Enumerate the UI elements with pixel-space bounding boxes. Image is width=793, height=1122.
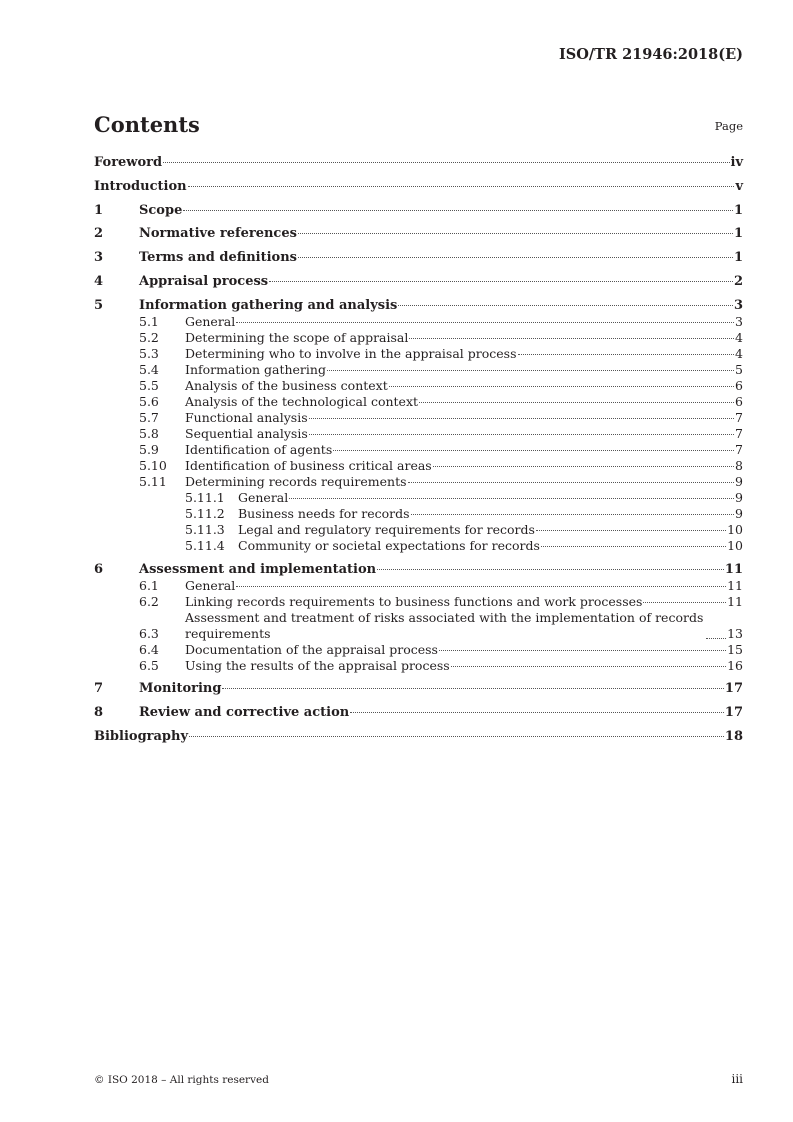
toc-entry-title[interactable]: Normative references [139, 226, 297, 242]
toc-entry[interactable] [94, 729, 743, 745]
toc-entry-number: 6.3 [139, 625, 159, 641]
dot-leader [419, 402, 734, 403]
dot-leader [643, 602, 726, 603]
document-id: ISO/TR 21946:2018(E) [559, 46, 743, 63]
dot-leader [439, 650, 726, 651]
toc-entry-title[interactable]: Functional analysis [185, 409, 308, 425]
dot-leader [236, 586, 726, 587]
toc-entry-title[interactable]: Information gathering [185, 361, 326, 377]
toc-entry[interactable] [94, 578, 743, 594]
toc-entry-number: 5.2 [139, 329, 159, 345]
dot-leader [518, 354, 735, 355]
toc-entry-page: 11 [724, 561, 743, 577]
toc-entry-number: 8 [94, 705, 104, 721]
dot-leader [706, 638, 726, 639]
toc-entry-title[interactable]: Identification of business critical areas [185, 457, 432, 473]
toc-entry-title[interactable]: Determining who to involve in the appraisal process [185, 345, 517, 361]
dot-leader [411, 514, 735, 515]
dot-leader [541, 546, 726, 547]
toc-entry-title[interactable]: General [185, 577, 236, 593]
toc-entry-page: 4 [735, 329, 743, 345]
toc-entry-page: 15 [727, 641, 743, 657]
toc-entry[interactable] [94, 274, 743, 290]
toc-entry-title[interactable]: Appraisal process [139, 273, 269, 289]
dot-leader [163, 162, 729, 163]
toc-entry[interactable] [94, 458, 743, 474]
dot-leader [389, 386, 734, 387]
toc-entry-title[interactable]: Scope [139, 202, 183, 218]
dot-leader [309, 434, 734, 435]
toc-entry[interactable] [94, 562, 743, 578]
dot-leader [189, 736, 724, 737]
toc-entry[interactable] [94, 594, 743, 610]
page-number: iii [731, 1072, 743, 1086]
toc-entry-title[interactable]: Review and corrective action [139, 705, 350, 721]
dot-leader [222, 688, 723, 689]
toc-entry[interactable] [94, 314, 743, 330]
toc-entry-title[interactable]: Sequential analysis [185, 425, 308, 441]
copyright-notice: © ISO 2018 – All rights reserved [94, 1074, 269, 1086]
dot-leader [333, 450, 734, 451]
toc-entry[interactable] [94, 642, 743, 658]
toc-entry-title[interactable]: Identification of agents [185, 441, 333, 457]
toc-entry-number: 1 [94, 202, 104, 218]
toc-entry-title[interactable]: Determining the scope of appraisal [185, 329, 409, 345]
dot-leader [188, 186, 735, 187]
toc-entry-number: 5.11.4 [185, 537, 225, 553]
toc-entry-title[interactable]: General [185, 313, 236, 329]
toc-entry-page: 8 [735, 457, 743, 473]
dot-leader [327, 370, 734, 371]
toc-entry[interactable] [94, 250, 743, 266]
toc-entry-title[interactable]: Business needs for records [238, 505, 410, 521]
toc-entry-number: 6.2 [139, 593, 159, 609]
toc-entry-number: 6.1 [139, 577, 159, 593]
toc-entry-number: 5.8 [139, 425, 159, 441]
toc-entry-title[interactable]: Community or societal expectations for records [238, 537, 540, 553]
toc-entry[interactable] [94, 378, 743, 394]
toc-entry-number: 7 [94, 681, 104, 697]
toc-entry-page: 4 [735, 345, 743, 361]
dot-leader [408, 482, 735, 483]
toc-entry-page: 10 [727, 537, 743, 553]
toc-entry-number: 2 [94, 226, 104, 242]
toc-entry-page: 6 [735, 377, 743, 393]
dot-leader [350, 712, 724, 713]
dot-leader [398, 305, 733, 306]
toc-entry-title[interactable]: Monitoring [139, 681, 222, 697]
toc-entry-page: 17 [724, 705, 743, 721]
toc-entry[interactable] [94, 474, 743, 490]
toc-entry[interactable] [94, 155, 743, 171]
toc-entry[interactable] [94, 362, 743, 378]
toc-entry[interactable] [94, 298, 743, 314]
toc-entry[interactable] [94, 658, 743, 674]
toc-entry[interactable] [94, 522, 743, 538]
toc-entry-number: 5.10 [139, 457, 167, 473]
toc-entry-page: 1 [733, 202, 743, 218]
toc-entry-page: 6 [735, 393, 743, 409]
toc-entry-page: 7 [735, 441, 743, 457]
dot-leader [298, 257, 733, 258]
toc-entry-number: 5.11.2 [185, 505, 225, 521]
toc-entry-title[interactable]: Linking records requirements to business functions and work processes [185, 593, 643, 609]
toc-entry-number: 6.5 [139, 657, 159, 673]
toc-entry-page: 7 [735, 409, 743, 425]
toc-entry[interactable] [94, 506, 743, 522]
toc-entry-title[interactable]: Assessment and implementation [139, 561, 377, 577]
toc-entry[interactable] [94, 610, 743, 642]
dot-leader [183, 210, 733, 211]
dot-leader [377, 569, 724, 570]
toc-entry-title[interactable]: Bibliography [94, 728, 189, 744]
toc-entry-page: v [735, 178, 743, 194]
toc-entry-number: 5.11.1 [185, 489, 225, 505]
toc-entry-number: 5.11.3 [185, 521, 225, 537]
toc-entry[interactable] [94, 442, 743, 458]
toc-entry-title[interactable]: Determining records requirements [185, 473, 407, 489]
toc-entry-number: 5.6 [139, 393, 159, 409]
toc-entry[interactable] [94, 410, 743, 426]
toc-entry-page: 5 [735, 361, 743, 377]
toc-entry[interactable] [94, 426, 743, 442]
page-column-label: Page [714, 119, 743, 133]
toc-entry-page: 9 [735, 505, 743, 521]
toc-entry-page: 7 [735, 425, 743, 441]
toc-entry[interactable] [94, 681, 743, 697]
toc-entry-page: 1 [733, 250, 743, 266]
toc-entry[interactable] [94, 330, 743, 346]
toc-entry-number: 4 [94, 273, 104, 289]
toc-entry-title[interactable]: Analysis of the technological context [185, 393, 419, 409]
toc-entry-title[interactable]: Analysis of the business context [185, 377, 388, 393]
toc-entry-page: 1 [733, 226, 743, 242]
toc-entry-page: 17 [724, 681, 743, 697]
dot-leader [289, 498, 734, 499]
toc-entry-title[interactable]: Information gathering and analysis [139, 297, 398, 313]
toc-entry[interactable] [94, 203, 743, 219]
toc-entry-page: 2 [733, 273, 743, 289]
toc-entry-page: 11 [727, 593, 743, 609]
page-title: Contents [94, 112, 200, 137]
toc-entry-number: 5.1 [139, 313, 159, 329]
toc-entry-title[interactable]: Legal and regulatory requirements for records [238, 521, 535, 537]
dot-leader [269, 281, 733, 282]
toc-entry-page: 10 [727, 521, 743, 537]
toc-entry-title[interactable]: Foreword [94, 155, 163, 170]
toc-entry-number: 5 [94, 297, 104, 313]
toc-entry-number: 5.4 [139, 361, 159, 377]
toc-entry-number: 5.3 [139, 345, 159, 361]
dot-leader [309, 418, 734, 419]
toc-entry-number: 5.11 [139, 473, 167, 489]
toc-entry-page: 11 [727, 577, 743, 593]
toc-entry-title[interactable]: Assessment and treatment of risks associated with the implementation of records requirements [185, 609, 704, 641]
toc-entry-number: 5.7 [139, 409, 159, 425]
dot-leader [236, 322, 734, 323]
toc-entry-number: 5.9 [139, 441, 159, 457]
toc-entry-number: 6 [94, 561, 104, 577]
table-of-contents [94, 155, 743, 745]
toc-entry-title[interactable]: General [238, 489, 289, 505]
toc-entry[interactable] [94, 490, 743, 506]
toc-entry-page: 13 [727, 625, 743, 641]
toc-entry-page: 18 [724, 728, 743, 744]
toc-entry[interactable] [94, 394, 743, 410]
toc-entry[interactable] [94, 538, 743, 554]
toc-entry-number: 6.4 [139, 641, 159, 657]
toc-entry[interactable] [94, 226, 743, 242]
toc-entry-number: 5.5 [139, 377, 159, 393]
toc-entry-page: 16 [727, 657, 743, 673]
toc-entry-page: 3 [735, 313, 743, 329]
dot-leader [298, 233, 733, 234]
contents-heading-row [94, 112, 743, 138]
toc-entry-page: 9 [735, 473, 743, 489]
dot-leader [451, 666, 726, 667]
toc-entry-number: 3 [94, 250, 104, 266]
dot-leader [433, 466, 734, 467]
dot-leader [536, 530, 726, 531]
dot-leader [409, 338, 734, 339]
toc-entry-title[interactable]: Using the results of the appraisal process [185, 657, 450, 673]
toc-entry-title[interactable]: Documentation of the appraisal process [185, 641, 438, 657]
toc-entry[interactable] [94, 346, 743, 362]
toc-entry-title[interactable]: Introduction [94, 178, 187, 194]
toc-entry-page: iv [730, 155, 743, 170]
toc-entry[interactable] [94, 179, 743, 195]
toc-entry-title[interactable]: Terms and definitions [139, 250, 297, 266]
toc-entry-page: 9 [735, 489, 743, 505]
toc-entry[interactable] [94, 705, 743, 721]
toc-entry-page: 3 [733, 297, 743, 313]
